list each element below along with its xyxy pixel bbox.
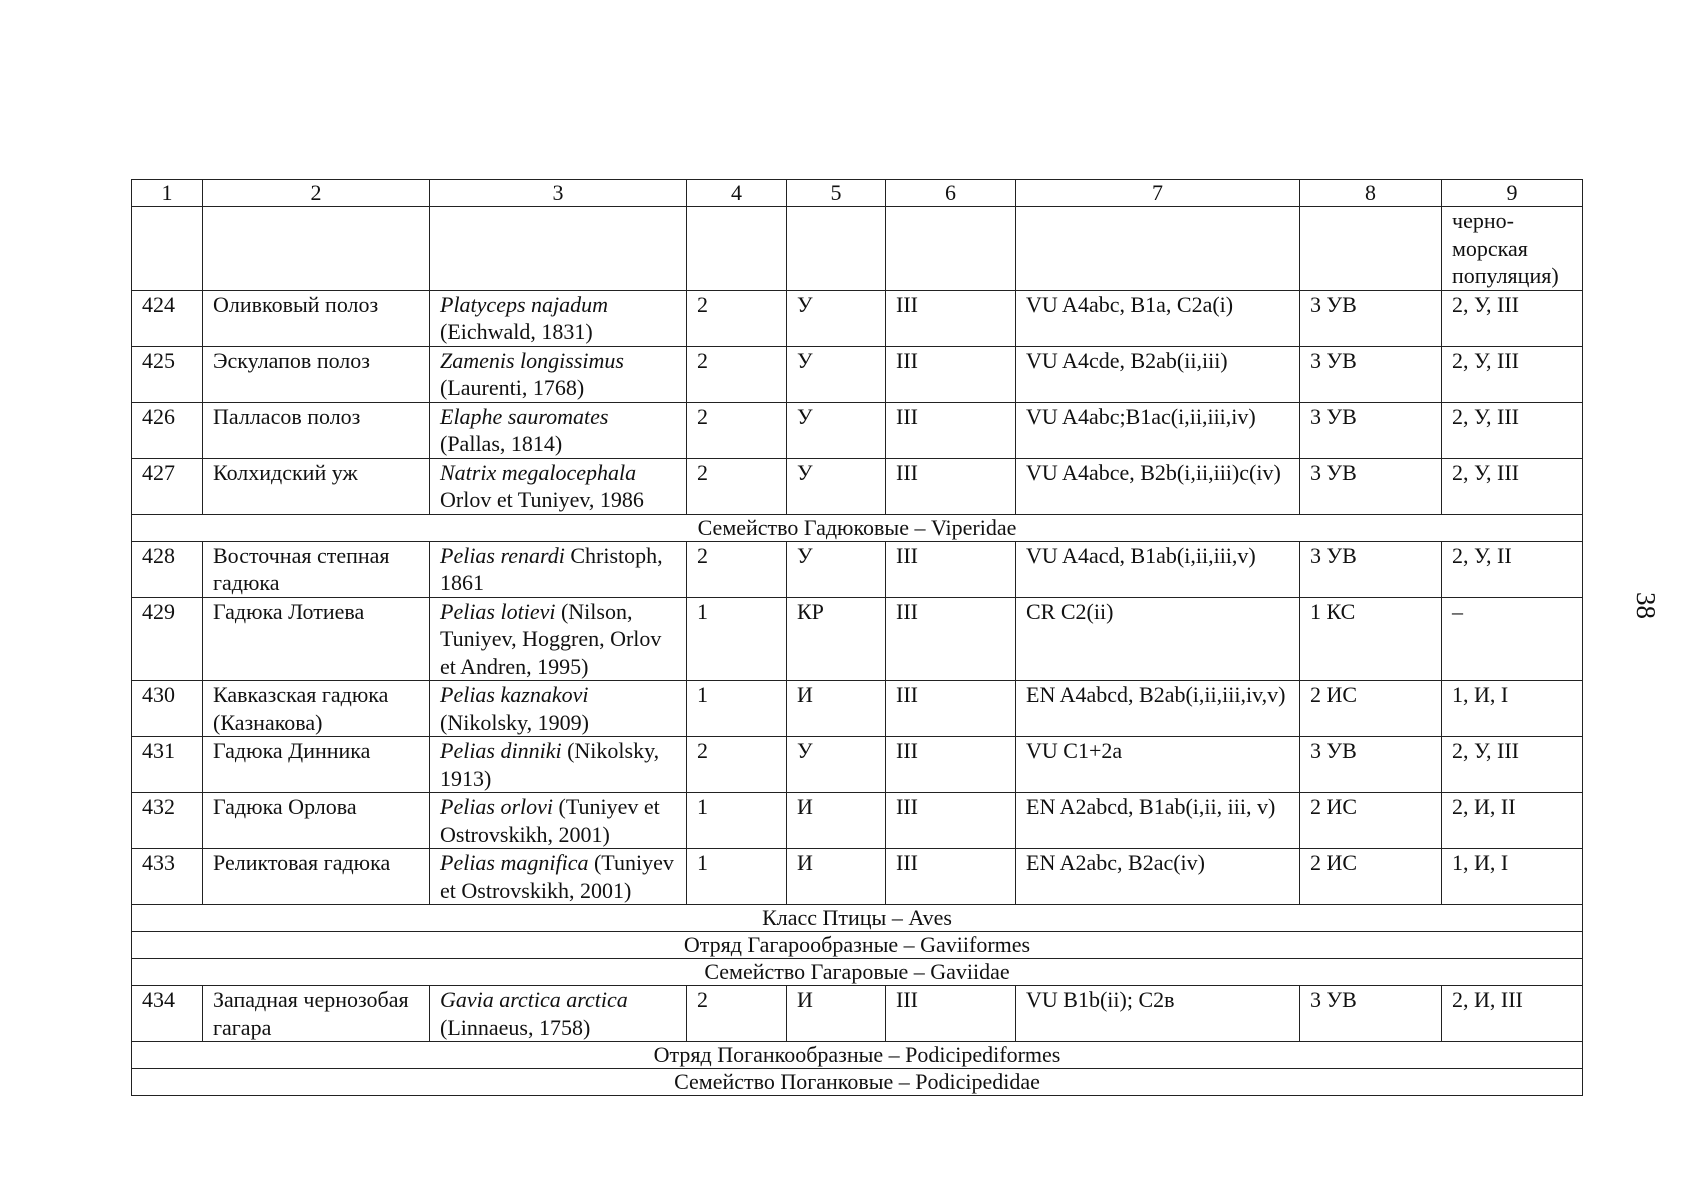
author-citation: (Tuniyev et Ostrovskikh, 2001) — [440, 794, 660, 847]
scientific-name-cell — [430, 458, 687, 514]
cell-col-6: III — [886, 737, 1016, 793]
cell-col-7: VU A4abc, B1a, C2a(i) — [1016, 290, 1300, 346]
russian-name: Восточная степная гадюка — [203, 541, 430, 597]
scientific-name-cell — [430, 681, 687, 737]
table-row — [132, 597, 1583, 681]
cell-col-8: 3 УВ — [1300, 458, 1442, 514]
cell-col-4: 1 — [687, 849, 787, 905]
table-row — [132, 793, 1583, 849]
russian-name: Оливковый полоз — [203, 290, 430, 346]
cell-col-6: III — [886, 597, 1016, 681]
author-citation: Christoph, 1861 — [440, 542, 663, 595]
cell-col-5: И — [787, 793, 886, 849]
cell-col-4: 2 — [687, 986, 787, 1042]
section-row — [132, 959, 1583, 986]
cell-col-9: 1, И, I — [1442, 681, 1583, 737]
section-heading: Отряд Гагарообразные – Gaviiformes — [132, 932, 1583, 959]
cell-col-6: III — [886, 458, 1016, 514]
cell-col-6: III — [886, 402, 1016, 458]
section-heading: Семейство Гагаровые – Gaviidae — [132, 959, 1583, 986]
cell-col-5: У — [787, 541, 886, 597]
column-number: 3 — [430, 180, 687, 207]
author-citation: (Pallas, 1814) — [440, 431, 563, 456]
column-number: 7 — [1016, 180, 1300, 207]
section-heading: Семейство Гадюковые – Viperidae — [132, 514, 1583, 541]
latin-name: Gavia arctica arctica — [440, 987, 628, 1012]
cell-col-9: 2, И, II — [1442, 793, 1583, 849]
latin-name: Pelias lotievi — [440, 598, 556, 624]
section-heading: Отряд Поганкообразные – Podicipediformes — [132, 1042, 1583, 1069]
cell-col-6: III — [886, 290, 1016, 346]
russian-name: Реликтовая гадюка — [203, 849, 430, 905]
cell-col-6: III — [886, 681, 1016, 737]
cell-col-7: VU C1+2a — [1016, 737, 1300, 793]
cell-col-5: У — [787, 402, 886, 458]
latin-name: Pelias orlovi — [440, 794, 554, 819]
author-citation: (Tuniyev et Ostrovskikh, 2001) — [440, 850, 674, 903]
author-citation: Orlov et Tuniyev, 1986 — [440, 487, 644, 512]
cell-col-6: III — [886, 346, 1016, 402]
species-table — [131, 179, 1583, 1096]
author-citation: (Nikolsky, 1909) — [440, 709, 589, 735]
cell-col-6: III — [886, 793, 1016, 849]
table-row — [132, 402, 1583, 458]
cell-col-8: 2 ИС — [1300, 681, 1442, 737]
latin-name: Pelias dinniki — [440, 738, 562, 763]
cell-col-5: И — [787, 849, 886, 905]
cell-col-5: И — [787, 986, 886, 1042]
table-row — [132, 681, 1583, 737]
scientific-name-cell — [430, 541, 687, 597]
column-number: 1 — [132, 180, 203, 207]
column-number: 2 — [203, 180, 430, 207]
russian-name: Эскулапов полоз — [203, 346, 430, 402]
section-row — [132, 1069, 1583, 1096]
russian-name: Колхидский уж — [203, 458, 430, 514]
cell-col-8: 3 УВ — [1300, 986, 1442, 1042]
cell-col-4: 2 — [687, 541, 787, 597]
scientific-name-cell — [430, 346, 687, 402]
table-row — [132, 849, 1583, 905]
column-number: 5 — [787, 180, 886, 207]
continuation-text: черно-морская популяция) — [1442, 207, 1583, 291]
table-row — [132, 737, 1583, 793]
table-row — [132, 346, 1583, 402]
cell-col-7: EN A4abcd, B2ab(i,ii,iii,iv,v) — [1016, 681, 1300, 737]
latin-name: Platyceps najadum — [440, 291, 609, 317]
author-citation: (Linnaeus, 1758) — [440, 1014, 591, 1040]
cell-col-6: III — [886, 986, 1016, 1042]
cell-col-9: 2, У, III — [1442, 402, 1583, 458]
latin-name: Pelias renardi — [440, 542, 565, 568]
cell-col-4: 2 — [687, 458, 787, 514]
row-number: 425 — [132, 346, 203, 402]
cell-col-7: VU A4abce, B2b(i,ii,iii)c(iv) — [1016, 458, 1300, 514]
cell-col-5: У — [787, 346, 886, 402]
row-number: 427 — [132, 458, 203, 514]
scientific-name-cell — [430, 737, 687, 793]
row-number: 434 — [132, 986, 203, 1042]
cell-col-5: КР — [787, 597, 886, 681]
russian-name: Кавказская гадюка (Казнакова) — [203, 681, 430, 737]
latin-name: Pelias kaznakovi — [440, 682, 589, 707]
row-number: 430 — [132, 681, 203, 737]
cell-col-8: 1 КС — [1300, 597, 1442, 681]
scientific-name-cell — [430, 402, 687, 458]
author-citation: (Nilson, Tuniyev, Hoggren, Orlov et Andren, 1995) — [440, 598, 662, 679]
cell-col-7: EN A2abcd, B1ab(i,ii, iii, v) — [1016, 793, 1300, 849]
cell-col-4: 2 — [687, 290, 787, 346]
cell-col-5: У — [787, 737, 886, 793]
cell-col-8: 3 УВ — [1300, 541, 1442, 597]
column-number: 9 — [1442, 180, 1583, 207]
column-number: 8 — [1300, 180, 1442, 207]
russian-name: Гадюка Лотиева — [203, 597, 430, 681]
russian-name: Гадюка Динника — [203, 737, 430, 793]
cell-col-9: – — [1442, 597, 1583, 681]
author-citation: (Eichwald, 1831) — [440, 319, 593, 344]
cell-col-9: 2, У, III — [1442, 737, 1583, 793]
cell-col-9: 2, У, II — [1442, 541, 1583, 597]
cell-col-4: 2 — [687, 402, 787, 458]
cell-col-7: VU A4cde, B2ab(ii,iii) — [1016, 346, 1300, 402]
cell-col-4: 2 — [687, 737, 787, 793]
table-row — [132, 541, 1583, 597]
section-row — [132, 932, 1583, 959]
author-citation: (Nikolsky, 1913) — [440, 738, 660, 791]
cell-col-8: 3 УВ — [1300, 737, 1442, 793]
cell-col-6: III — [886, 541, 1016, 597]
cell-col-4: 1 — [687, 597, 787, 681]
section-row — [132, 905, 1583, 932]
scientific-name-cell — [430, 597, 687, 681]
latin-name: Natrix megalocephala — [440, 459, 637, 485]
scientific-name-cell — [430, 793, 687, 849]
cell-col-9: 2, У, III — [1442, 290, 1583, 346]
cell-col-7: VU A4abc;B1ac(i,ii,iii,iv) — [1016, 402, 1300, 458]
cell-col-5: У — [787, 290, 886, 346]
row-number: 429 — [132, 597, 203, 681]
scientific-name-cell — [430, 986, 687, 1042]
cell-col-8: 3 УВ — [1300, 346, 1442, 402]
cell-col-8: 3 УВ — [1300, 402, 1442, 458]
latin-name: Zamenis longissimus — [440, 347, 624, 373]
author-citation: (Laurenti, 1768) — [440, 375, 585, 400]
table-row — [132, 458, 1583, 514]
row-number: 428 — [132, 541, 203, 597]
cell-col-4: 1 — [687, 681, 787, 737]
cell-col-8: 3 УВ — [1300, 290, 1442, 346]
cell-col-7: EN A2abc, B2ac(iv) — [1016, 849, 1300, 905]
scientific-name-cell — [430, 849, 687, 905]
cell-col-5: И — [787, 681, 886, 737]
cell-col-8: 2 ИС — [1300, 849, 1442, 905]
column-number: 6 — [886, 180, 1016, 207]
cell-col-9: 1, И, I — [1442, 849, 1583, 905]
cell-col-4: 1 — [687, 793, 787, 849]
cell-col-9: 2, У, III — [1442, 346, 1583, 402]
cell-col-9: 2, И, III — [1442, 986, 1583, 1042]
section-heading: Семейство Поганковые – Podicipedidae — [132, 1069, 1583, 1096]
latin-name: Pelias magnifica — [440, 850, 589, 875]
russian-name: Палласов полоз — [203, 402, 430, 458]
cell-col-7: VU B1b(ii); C2в — [1016, 986, 1300, 1042]
column-number: 4 — [687, 180, 787, 207]
cell-col-7: VU A4acd, B1ab(i,ii,iii,v) — [1016, 541, 1300, 597]
row-number: 424 — [132, 290, 203, 346]
cell-col-4: 2 — [687, 346, 787, 402]
latin-name: Elaphe sauromates — [440, 403, 609, 429]
section-row — [132, 514, 1583, 541]
russian-name: Гадюка Орлова — [203, 793, 430, 849]
row-number: 426 — [132, 402, 203, 458]
cell-col-6: III — [886, 849, 1016, 905]
row-number: 431 — [132, 737, 203, 793]
cell-col-8: 2 ИС — [1300, 793, 1442, 849]
cell-col-7: CR C2(ii) — [1016, 597, 1300, 681]
continuation-row — [132, 207, 1583, 291]
column-number-row — [132, 180, 1583, 207]
table-row — [132, 290, 1583, 346]
row-number: 433 — [132, 849, 203, 905]
table-row — [132, 986, 1583, 1042]
russian-name: Западная чернозобая гагара — [203, 986, 430, 1042]
cell-col-5: У — [787, 458, 886, 514]
row-number: 432 — [132, 793, 203, 849]
page-number: 38 — [1631, 592, 1661, 619]
section-row — [132, 1042, 1583, 1069]
scientific-name-cell — [430, 290, 687, 346]
cell-col-9: 2, У, III — [1442, 458, 1583, 514]
section-heading: Класс Птицы – Aves — [132, 905, 1583, 932]
